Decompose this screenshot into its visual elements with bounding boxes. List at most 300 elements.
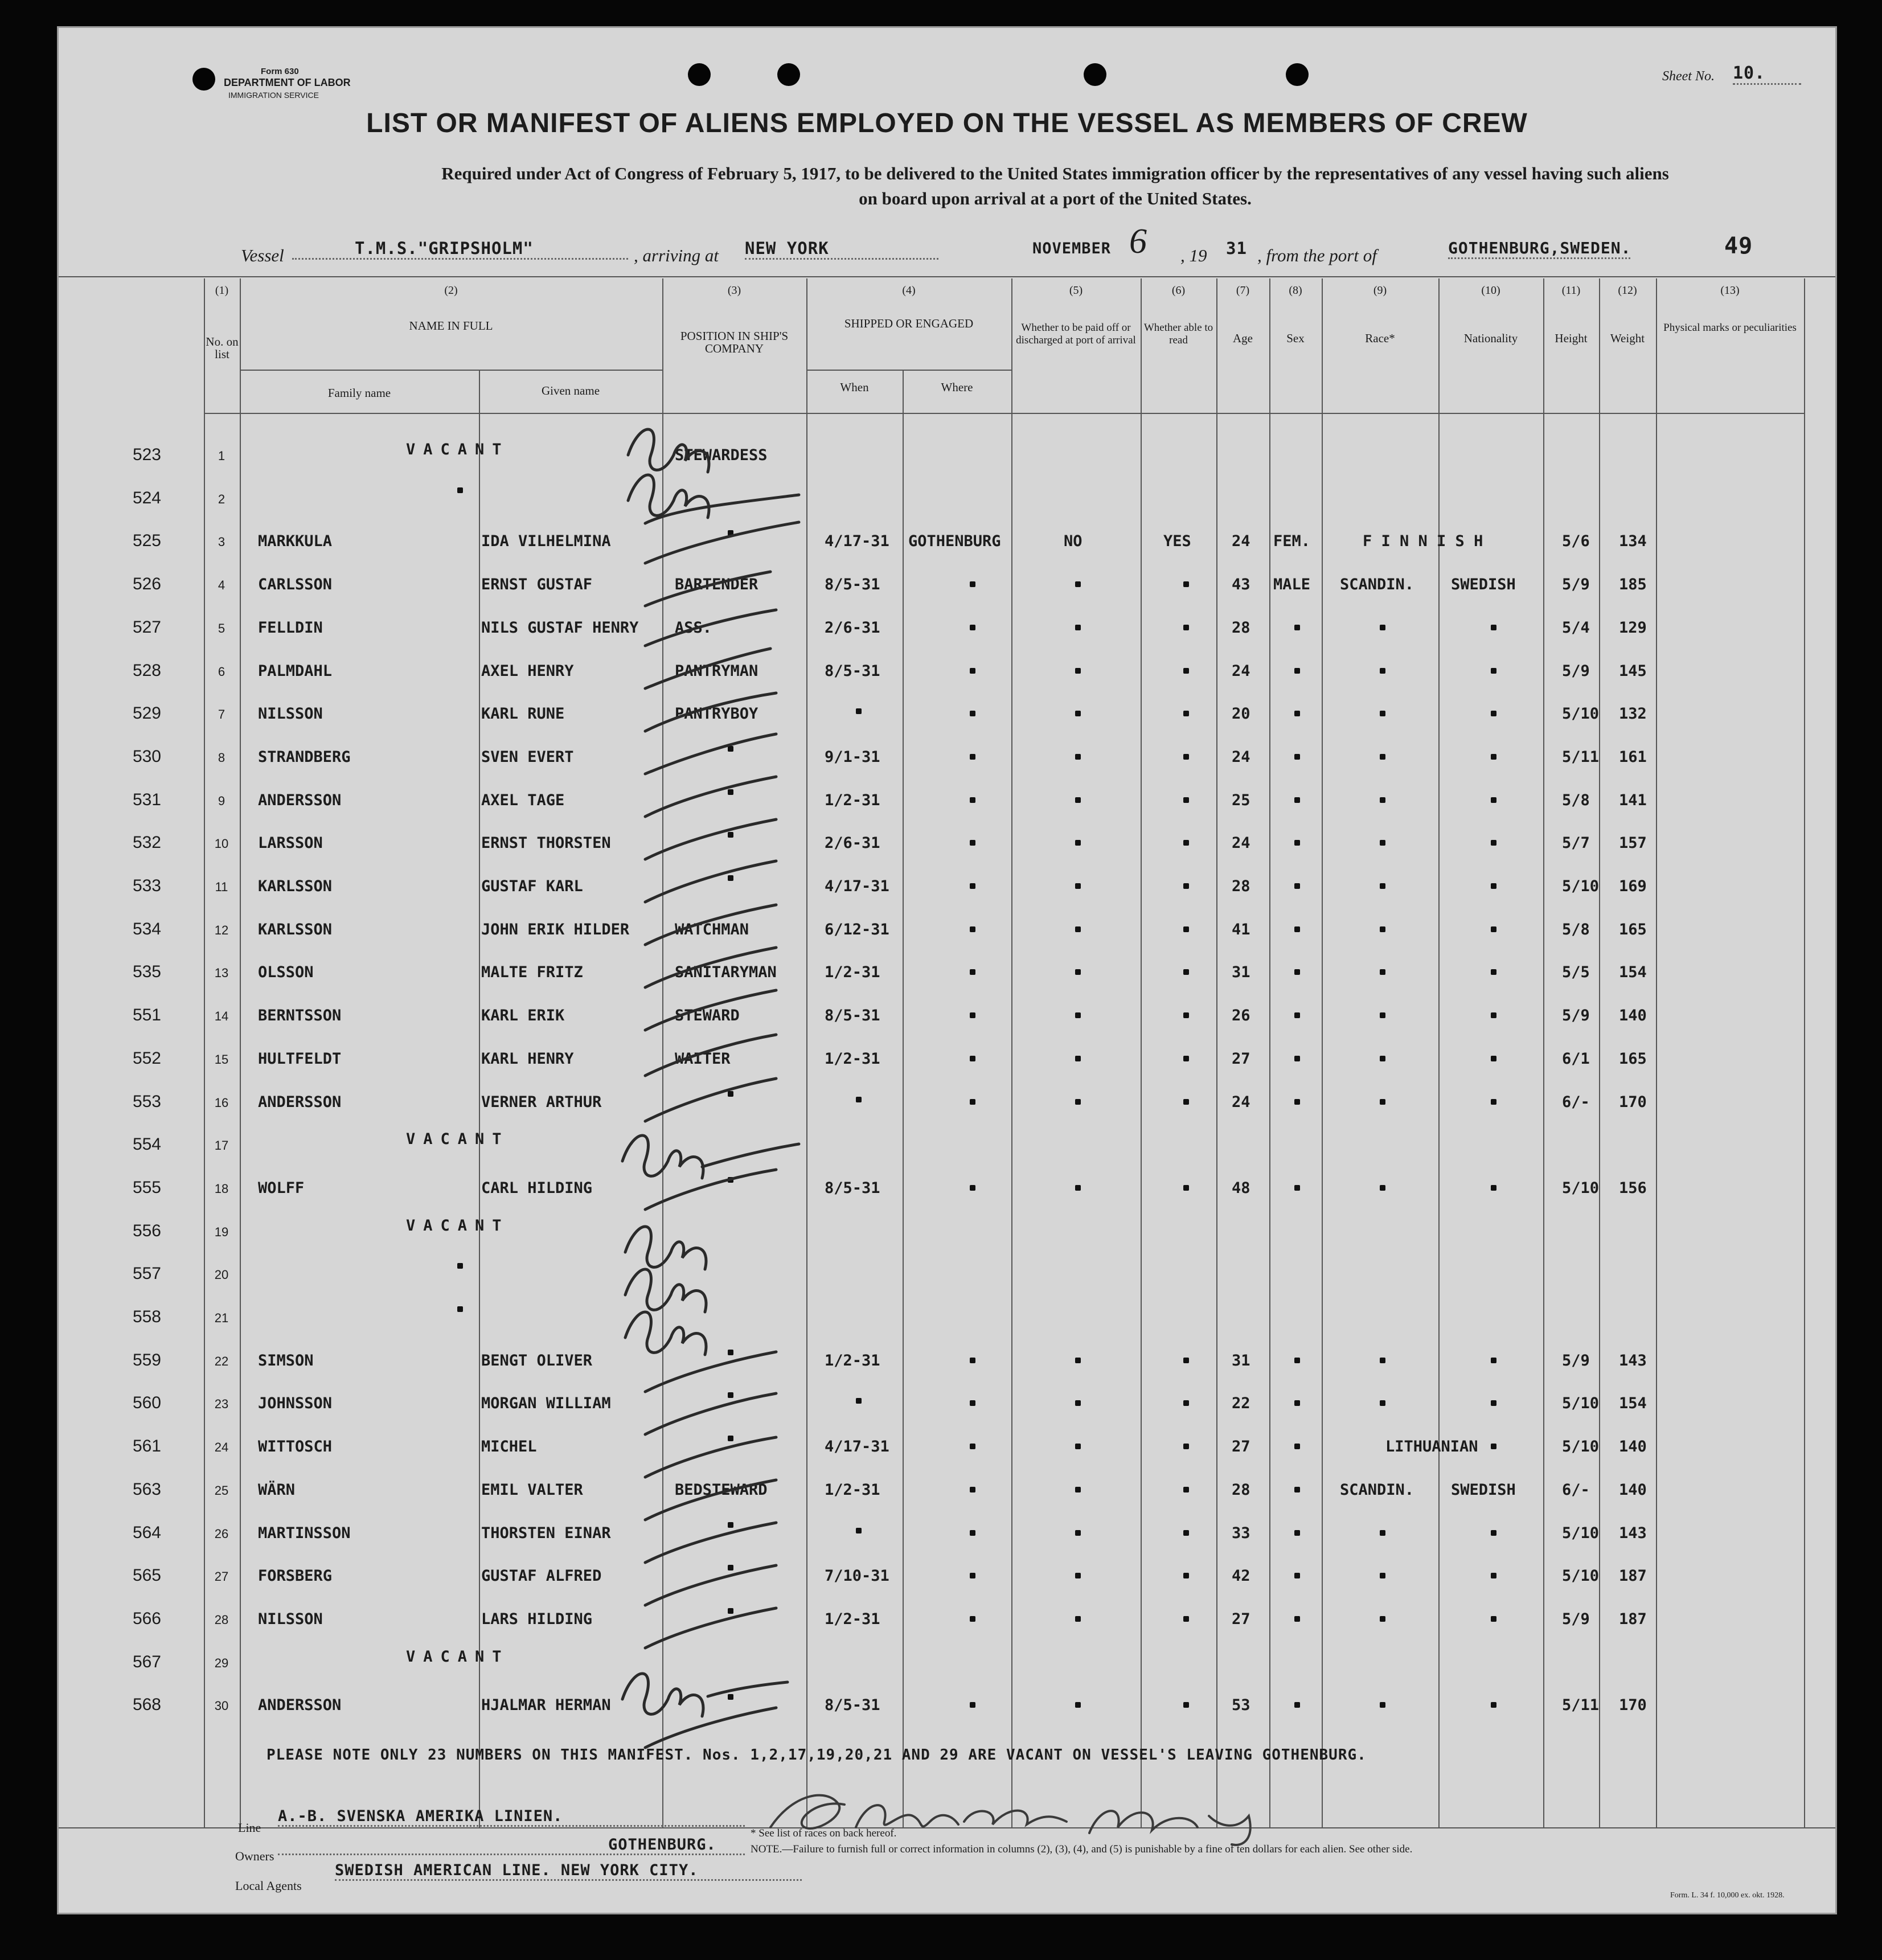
row-list-number: 28	[214, 1612, 229, 1627]
cell-race: SCANDIN.	[1340, 576, 1414, 594]
row-ref-number: 564	[132, 1523, 161, 1542]
arriving-label: , arriving at	[634, 245, 719, 265]
handwritten-signature	[759, 1782, 1397, 1850]
cell-family-name: LARSSON	[258, 834, 323, 852]
cell-age: 42	[1232, 1567, 1250, 1585]
tick-mark	[645, 1170, 776, 1209]
row-ref-number: 566	[132, 1609, 161, 1628]
cell-given-name: MORGAN WILLIAM	[481, 1395, 611, 1413]
tick-mark	[645, 1708, 776, 1748]
handwritten-initials	[625, 1269, 706, 1312]
row-ref-number: 530	[132, 747, 161, 766]
tick-mark	[645, 610, 776, 646]
row-list-number: 20	[214, 1268, 229, 1282]
tick-mark	[645, 1035, 776, 1076]
cell-shipped-when: 8/5-31	[825, 1696, 880, 1715]
tick-mark	[645, 990, 776, 1030]
cell-weight: 143	[1619, 1351, 1647, 1369]
cell-family-name: WÄRN	[258, 1481, 296, 1499]
cell-family-name: OLSSON	[258, 963, 314, 982]
row-ref-number: 523	[132, 445, 161, 464]
cell-height: 5/10	[1562, 705, 1600, 723]
tick-mark	[645, 734, 776, 774]
cell-height: 5/8	[1562, 791, 1590, 809]
tick-mark	[645, 572, 770, 606]
cell-weight: 169	[1619, 878, 1647, 895]
cell-family-name: JOHNSSON	[258, 1395, 333, 1413]
row-list-number: 2	[218, 491, 225, 506]
row-list-number: 8	[218, 750, 225, 765]
row-ref-number: 529	[132, 704, 161, 723]
cell-height: 5/5	[1562, 963, 1590, 982]
cell-paid-off: NO	[1064, 532, 1083, 551]
row-list-number: 17	[214, 1138, 229, 1153]
col-num: (1)	[215, 284, 229, 297]
cell-age: 31	[1232, 1351, 1250, 1369]
vacant-marker: VACANT	[406, 1647, 510, 1666]
cell-position: PANTRYBOY	[675, 705, 758, 723]
cell-age: 24	[1232, 748, 1250, 766]
cell-given-name: NILS GUSTAF HENRY	[481, 618, 639, 637]
cell-age: 24	[1232, 662, 1250, 680]
tick-mark	[645, 1352, 776, 1392]
cell-family-name: NILSSON	[258, 1610, 323, 1628]
cell-given-name: THORSTEN EINAR	[481, 1524, 611, 1542]
cell-family-name: MARTINSSON	[258, 1524, 351, 1542]
row-ref-number: 565	[132, 1566, 161, 1585]
cell-age: 28	[1232, 618, 1250, 637]
tick-mark	[645, 819, 776, 859]
handwritten-initials	[628, 429, 709, 472]
sheet-number: 10.	[1733, 63, 1801, 85]
cell-shipped-when: 8/5-31	[825, 1007, 880, 1025]
tick-mark	[645, 905, 776, 945]
row-list-number: 27	[214, 1569, 229, 1584]
cell-age: 24	[1232, 834, 1250, 852]
row-list-number: 25	[214, 1483, 229, 1498]
page-number: 49	[1724, 233, 1753, 259]
tick-mark	[645, 948, 776, 987]
row-list-number: 14	[214, 1009, 229, 1024]
row-list-number: 18	[214, 1181, 229, 1196]
cell-position: ASS.	[675, 618, 712, 637]
cell-height: 6/-	[1562, 1093, 1590, 1111]
cell-weight: 154	[1619, 963, 1647, 982]
from-port-label: , from the port of	[1257, 245, 1377, 265]
handwritten-initials	[628, 475, 709, 518]
cell-race: F I N N I S H	[1363, 532, 1483, 551]
subtitle-line-1: Required under Act of Congress of February 5, 1917, to be delivered to the United States immigration officer by the representatives of any vessel having such aliens	[441, 163, 1669, 183]
cell-weight: 170	[1619, 1093, 1647, 1111]
cell-height: 5/4	[1562, 618, 1590, 637]
cell-given-name: ERNST GUSTAF	[481, 576, 593, 594]
cell-shipped-when: 9/1-31	[825, 748, 880, 766]
row-ref-number: 554	[132, 1135, 161, 1154]
cell-weight: 156	[1619, 1179, 1647, 1197]
cell-weight: 170	[1619, 1696, 1647, 1715]
form-number: Form 630	[261, 67, 299, 76]
cell-age: 43	[1232, 576, 1250, 594]
cell-height: 5/9	[1562, 1610, 1590, 1628]
row-list-number: 29	[214, 1655, 229, 1670]
row-ref-number: 558	[132, 1307, 161, 1326]
cell-weight: 145	[1619, 662, 1647, 680]
row-list-number: 10	[214, 837, 229, 851]
cell-position: WAITER	[675, 1049, 731, 1068]
cell-family-name: NILSSON	[258, 705, 323, 723]
col-header-able-to-read: Whether able to read	[1143, 322, 1213, 346]
cell-shipped-when: 8/5-31	[825, 1179, 880, 1197]
cell-weight: 132	[1619, 705, 1647, 723]
cell-family-name: STRANDBERG	[258, 748, 351, 766]
handwritten-initials	[622, 1674, 703, 1716]
cell-age: 28	[1232, 878, 1250, 895]
row-list-number: 21	[214, 1311, 229, 1325]
department-label: DEPARTMENT OF LABOR	[224, 77, 351, 88]
cell-shipped-when: 2/6-31	[825, 834, 880, 852]
row-list-number: 1	[218, 449, 225, 463]
row-ref-number: 532	[132, 833, 161, 852]
row-ref-number: 527	[132, 617, 161, 637]
cell-family-name: ANDERSSON	[258, 1093, 342, 1111]
row-list-number: 30	[214, 1699, 229, 1713]
cell-position: SANITARYMAN	[675, 963, 777, 982]
row-ref-number: 528	[132, 661, 161, 680]
col-num: (3)	[727, 284, 741, 297]
cell-position: STEWARD	[675, 1007, 740, 1025]
cell-family-name: ANDERSSON	[258, 791, 342, 809]
tick-mark	[645, 1565, 776, 1605]
tick-mark	[645, 693, 776, 731]
row-ref-number: 556	[132, 1221, 161, 1240]
cell-age: 27	[1232, 1049, 1250, 1068]
col-header-height: Height	[1555, 331, 1588, 345]
cell-height: 5/10	[1562, 1179, 1600, 1197]
cell-given-name: MICHEL	[481, 1438, 537, 1456]
col-header-no-on-list: No. on list	[206, 335, 239, 361]
line-value: A.-B. SVENSKA AMERIKA LINIEN.	[278, 1807, 745, 1827]
cell-weight: 157	[1619, 834, 1647, 852]
col-header-paid-off: Whether to be paid off or discharged at port of arrival	[1016, 322, 1136, 346]
cell-height: 5/6	[1562, 532, 1590, 551]
cell-shipped-when: 1/2-31	[825, 1610, 880, 1628]
cell-family-name: PALMDAHL	[258, 662, 333, 680]
row-ref-number: 533	[132, 876, 161, 895]
note-label: NOTE.	[751, 1843, 782, 1855]
manifest-sheet	[57, 26, 1837, 1914]
cell-weight: 143	[1619, 1524, 1647, 1542]
vacant-marker: VACANT	[406, 441, 510, 458]
cell-shipped-where: GOTHENBURG	[908, 532, 1001, 551]
vessel-label: Vessel	[241, 245, 284, 265]
cell-age: 20	[1232, 705, 1250, 723]
cell-given-name: ERNST THORSTEN	[481, 834, 611, 852]
cell-shipped-when: 8/5-31	[825, 662, 880, 680]
cell-nationality: SWEDISH	[1451, 1481, 1516, 1499]
cell-family-name: BERNTSSON	[258, 1007, 342, 1025]
vacant-marker: VACANT	[406, 1216, 510, 1235]
cell-given-name: IDA VILHELMINA	[481, 532, 611, 551]
tick-mark	[645, 1437, 776, 1477]
tick-mark	[645, 1079, 776, 1121]
row-list-number: 4	[218, 578, 225, 593]
row-list-number: 6	[218, 664, 225, 679]
col-num: (5)	[1069, 284, 1083, 297]
arrival-port: NEW YORK	[745, 239, 938, 260]
cell-family-name: HULTFELDT	[258, 1049, 342, 1068]
cell-weight: 140	[1619, 1007, 1647, 1025]
cell-shipped-when: 1/2-31	[825, 791, 880, 809]
arrival-day: 6	[1129, 222, 1147, 261]
cell-shipped-when: 4/17-31	[825, 878, 889, 895]
tick-mark	[708, 1682, 788, 1696]
row-list-number: 15	[214, 1052, 229, 1067]
cell-height: 5/10	[1562, 878, 1600, 895]
row-list-number: 12	[214, 922, 229, 937]
cell-age: 28	[1232, 1481, 1250, 1499]
cell-height: 6/1	[1562, 1049, 1590, 1068]
cell-family-name: FORSBERG	[258, 1567, 333, 1585]
cell-age: 24	[1232, 532, 1250, 551]
cell-shipped-when: 1/2-31	[825, 1351, 880, 1369]
vessel-name: T.M.S."GRIPSHOLM"	[292, 239, 628, 260]
row-ref-number: 563	[132, 1479, 161, 1499]
row-ref-number: 524	[132, 488, 161, 507]
cell-position: WATCHMAN	[675, 920, 749, 938]
cell-position: BEDSTEWARD	[675, 1481, 768, 1499]
row-ref-number: 531	[132, 790, 161, 809]
col-header-name: NAME IN FULL	[409, 319, 493, 333]
cell-family-name: WITTOSCH	[258, 1438, 333, 1456]
cell-given-name: GUSTAF ALFRED	[481, 1567, 602, 1585]
service-label: IMMIGRATION SERVICE	[228, 91, 319, 100]
penalty-text: —Failure to furnish full or correct information in columns (2), (3), (4), and (5) is punishable by a fine of ten dollars for each alien. See other side.	[782, 1843, 1413, 1855]
cell-shipped-when: 8/5-31	[825, 576, 880, 594]
handwritten-initials	[625, 1312, 706, 1355]
cell-height: 5/9	[1562, 1351, 1590, 1369]
arrival-month: NOVEMBER	[1032, 240, 1112, 257]
agents-label: Local Agents	[235, 1879, 302, 1893]
row-list-number: 19	[214, 1224, 229, 1239]
owners-label: Owners	[235, 1849, 274, 1863]
cell-weight: 140	[1619, 1438, 1647, 1456]
cell-family-name: ANDERSSON	[258, 1696, 342, 1715]
cell-weight: 141	[1619, 791, 1647, 809]
cell-age: 27	[1232, 1438, 1250, 1456]
cell-family-name: MARKKULA	[258, 532, 333, 551]
col-header-shipped: SHIPPED OR ENGAGED	[844, 317, 974, 330]
cell-weight: 154	[1619, 1395, 1647, 1413]
cell-weight: 165	[1619, 1049, 1647, 1068]
subtitle-line-2: on board upon arrival at a port of the United States.	[859, 188, 1252, 208]
cell-shipped-when: 4/17-31	[825, 532, 889, 551]
races-note: * See list of races on back hereof.	[751, 1827, 897, 1839]
cell-given-name: KARL HENRY	[481, 1049, 574, 1068]
cell-given-name: LARS HILDING	[481, 1610, 593, 1628]
departure-port: GOTHENBURG,SWEDEN.	[1448, 239, 1630, 259]
tick-mark	[645, 1393, 776, 1434]
cell-shipped-when: 1/2-31	[825, 1049, 880, 1068]
tick-mark	[645, 1523, 776, 1563]
cell-given-name: SVEN EVERT	[481, 748, 574, 766]
col-num: (6)	[1171, 284, 1186, 297]
cell-weight: 187	[1619, 1610, 1647, 1628]
cell-age: 53	[1232, 1696, 1250, 1715]
cell-given-name: HJALMAR HERMAN	[481, 1696, 611, 1715]
col-header-where: Where	[941, 380, 973, 394]
row-list-number: 24	[214, 1440, 229, 1455]
arrival-year: 31	[1226, 239, 1247, 258]
col-header-family: Family name	[327, 386, 391, 400]
row-ref-number: 552	[132, 1048, 161, 1068]
col-num: (13)	[1720, 284, 1740, 297]
row-ref-number: 557	[132, 1264, 161, 1284]
row-list-number: 16	[214, 1095, 229, 1110]
cell-height: 5/10	[1562, 1438, 1600, 1456]
row-list-number: 9	[218, 793, 225, 808]
cell-height: 5/9	[1562, 576, 1590, 594]
cell-height: 5/10	[1562, 1567, 1600, 1585]
cell-weight: 140	[1619, 1481, 1647, 1499]
cell-age: 22	[1232, 1395, 1250, 1413]
row-ref-number: 568	[132, 1695, 161, 1715]
cell-given-name: KARL ERIK	[481, 1007, 565, 1025]
cell-age: 25	[1232, 791, 1250, 809]
tick-mark	[645, 649, 770, 688]
owners-value: GOTHENBURG.	[278, 1836, 745, 1855]
col-header-race: Race*	[1365, 331, 1395, 345]
col-header-when: When	[840, 380, 869, 394]
col-num: (12)	[1618, 284, 1637, 297]
row-list-number: 11	[215, 880, 228, 894]
cell-shipped-when: 1/2-31	[825, 1481, 880, 1499]
col-header-nationality: Nationality	[1463, 331, 1518, 345]
cell-sex: FEM.	[1273, 532, 1311, 551]
tick-mark	[645, 1608, 776, 1648]
col-num: (7)	[1236, 284, 1250, 297]
cell-height: 5/11	[1562, 748, 1600, 766]
cell-height: 5/9	[1562, 662, 1590, 680]
col-num: (9)	[1373, 284, 1387, 297]
row-list-number: 7	[218, 707, 225, 722]
cell-shipped-when: 1/2-31	[825, 963, 880, 982]
cell-position: STEWARDESS	[675, 446, 768, 464]
col-num: (8)	[1289, 284, 1302, 297]
cell-race: SCANDIN.	[1340, 1481, 1414, 1499]
cell-given-name: CARL HILDING	[481, 1179, 593, 1197]
cell-given-name: KARL RUNE	[481, 705, 565, 723]
col-header-weight: Weight	[1610, 331, 1645, 345]
cell-age: 27	[1232, 1610, 1250, 1628]
cell-height: 5/7	[1562, 834, 1590, 852]
year-prefix: , 19	[1180, 245, 1207, 265]
tick-mark	[645, 861, 776, 902]
row-list-number: 22	[214, 1354, 229, 1368]
row-ref-number: 561	[132, 1437, 161, 1456]
cell-race: LITHUANIAN	[1385, 1438, 1478, 1456]
handwritten-check-marks	[59, 28, 1835, 1913]
row-ref-number: 559	[132, 1350, 161, 1369]
agents-value: SWEDISH AMERICAN LINE. NEW YORK CITY.	[335, 1861, 802, 1881]
cell-family-name: WOLFF	[258, 1179, 305, 1197]
cell-nationality: SWEDISH	[1451, 576, 1516, 594]
row-ref-number: 551	[132, 1006, 161, 1025]
cell-given-name: MALTE FRITZ	[481, 963, 583, 982]
col-num: (4)	[902, 284, 916, 297]
cell-able-to-read: YES	[1163, 532, 1191, 551]
row-ref-number: 525	[132, 531, 161, 551]
row-ref-number: 555	[132, 1178, 161, 1197]
cell-height: 5/11	[1562, 1696, 1600, 1715]
col-num: (11)	[1561, 284, 1581, 297]
col-header-age: Age	[1233, 331, 1253, 345]
cell-age: 41	[1232, 920, 1250, 938]
vacancy-note: PLEASE NOTE ONLY 23 NUMBERS ON THIS MANIFEST. Nos. 1,2,17,19,20,21 AND 29 ARE VACANT ON VESSEL'S LEAVING GOTHENBURG.	[266, 1746, 1367, 1764]
cell-given-name: JOHN ERIK HILDER	[481, 920, 630, 938]
cell-shipped-when: 4/17-31	[825, 1438, 889, 1456]
cell-given-name: VERNER ARTHUR	[481, 1093, 602, 1111]
cell-family-name: FELLDIN	[258, 618, 323, 637]
cell-shipped-when: 7/10-31	[825, 1567, 889, 1585]
cell-age: 33	[1232, 1524, 1250, 1542]
row-ref-number: 526	[132, 575, 161, 594]
handwritten-initials	[622, 1135, 703, 1178]
tick-mark	[645, 522, 799, 563]
cell-family-name: KARLSSON	[258, 878, 333, 895]
col-header-given: Given name	[541, 384, 600, 397]
row-list-number: 26	[214, 1526, 229, 1541]
row-list-number: 13	[214, 966, 229, 981]
cell-height: 5/10	[1562, 1524, 1600, 1542]
col-num: (2)	[444, 284, 458, 297]
cell-height: 5/8	[1562, 920, 1590, 938]
cell-given-name: EMIL VALTER	[481, 1481, 583, 1499]
handwritten-initials	[625, 1227, 706, 1269]
cell-shipped-when: 6/12-31	[825, 920, 889, 938]
row-list-number: 23	[214, 1397, 229, 1412]
cell-height: 5/10	[1562, 1395, 1600, 1413]
sheet-label: Sheet No.	[1662, 69, 1715, 84]
row-ref-number: 567	[132, 1652, 161, 1671]
print-code: Form. L. 34 f. 10,000 ex. okt. 1928.	[1670, 1891, 1785, 1900]
row-ref-number: 560	[132, 1393, 161, 1413]
cell-weight: 129	[1619, 618, 1647, 637]
page-title: LIST OR MANIFEST OF ALIENS EMPLOYED ON THE VESSEL AS MEMBERS OF CREW	[366, 108, 1528, 138]
cell-sex: MALE	[1273, 576, 1311, 594]
col-num: (10)	[1481, 284, 1500, 297]
tick-mark	[645, 777, 776, 817]
row-list-number: 3	[218, 535, 225, 550]
col-header-sex: Sex	[1286, 331, 1305, 345]
cell-age: 24	[1232, 1093, 1250, 1111]
vacant-marker: VACANT	[406, 1130, 510, 1149]
cell-position: BARTENDER	[675, 576, 758, 594]
cell-family-name: SIMSON	[258, 1351, 314, 1369]
cell-given-name: AXEL HENRY	[481, 662, 574, 680]
cell-weight: 185	[1619, 576, 1647, 594]
cell-family-name: KARLSSON	[258, 920, 333, 938]
col-header-position: POSITION IN SHIP'S COMPANY	[680, 329, 789, 355]
cell-shipped-when: 2/6-31	[825, 618, 880, 637]
cell-position: PANTRYMAN	[675, 662, 758, 680]
cell-given-name: AXEL TAGE	[481, 791, 565, 809]
line-label: Line	[238, 1820, 261, 1835]
row-ref-number: 553	[132, 1092, 161, 1111]
cell-weight: 161	[1619, 748, 1647, 766]
cell-age: 48	[1232, 1179, 1250, 1197]
cell-given-name: GUSTAF KARL	[481, 878, 583, 895]
cell-weight: 134	[1619, 532, 1647, 551]
